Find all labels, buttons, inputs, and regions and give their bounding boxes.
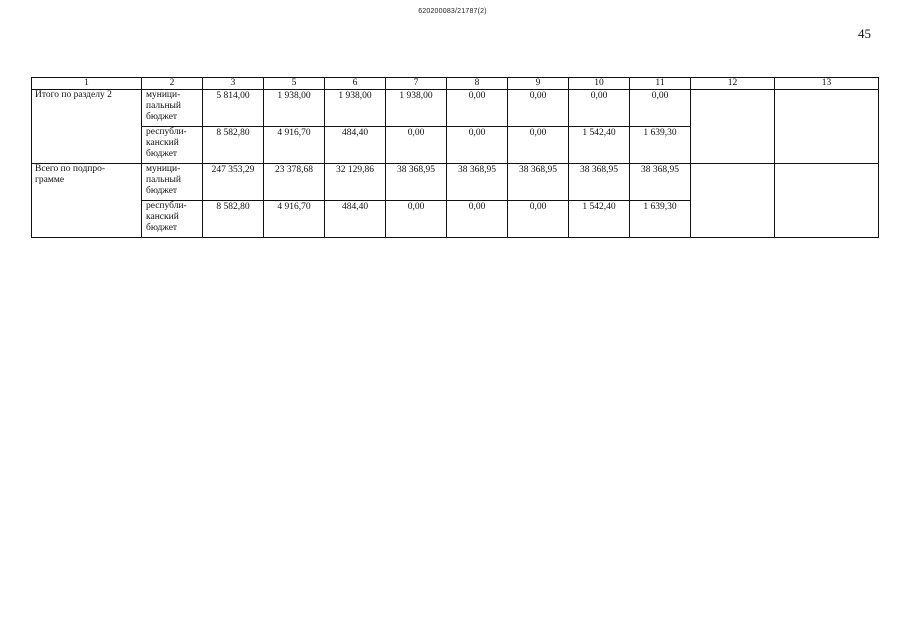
value-cell: 0,00 — [508, 90, 569, 127]
group-label: Всего по подпро- грамме — [32, 164, 142, 238]
value-cell: 32 129,86 — [325, 164, 386, 201]
value-cell: 1 938,00 — [325, 90, 386, 127]
group-label: Итого по разделу 2 — [32, 90, 142, 164]
document-id: 620200083/21787(2) — [418, 8, 487, 15]
value-cell: 0,00 — [569, 90, 630, 127]
table-row — [32, 164, 879, 201]
value-cell: 38 368,95 — [630, 164, 691, 201]
value-cell: 4 916,70 — [264, 201, 325, 238]
column-header: 7 — [386, 78, 447, 90]
column-header: 11 — [630, 78, 691, 90]
column-header: 6 — [325, 78, 386, 90]
value-cell: 38 368,95 — [569, 164, 630, 201]
funding-source: муници- пальный бюджет — [142, 90, 203, 127]
value-cell: 38 368,95 — [508, 164, 569, 201]
column-header: 5 — [264, 78, 325, 90]
value-cell: 0,00 — [508, 127, 569, 164]
funding-source: республи- канский бюджет — [142, 127, 203, 164]
value-cell: 38 368,95 — [447, 164, 508, 201]
value-cell: 0,00 — [508, 201, 569, 238]
value-cell: 1 639,30 — [630, 201, 691, 238]
value-cell: 23 378,68 — [264, 164, 325, 201]
value-cell: 1 542,40 — [569, 127, 630, 164]
value-cell: 0,00 — [447, 201, 508, 238]
funding-source: республи- канский бюджет — [142, 201, 203, 238]
value-cell: 8 582,80 — [203, 201, 264, 238]
empty-cell — [775, 164, 879, 238]
empty-cell — [691, 90, 775, 164]
value-cell: 484,40 — [325, 127, 386, 164]
empty-cell — [691, 164, 775, 238]
value-cell: 1 542,40 — [569, 201, 630, 238]
column-header: 12 — [691, 78, 775, 90]
budget-table — [31, 77, 879, 238]
column-header: 9 — [508, 78, 569, 90]
column-header: 1 — [32, 78, 142, 90]
value-cell: 0,00 — [630, 90, 691, 127]
value-cell: 1 938,00 — [264, 90, 325, 127]
value-cell: 4 916,70 — [264, 127, 325, 164]
value-cell: 247 353,29 — [203, 164, 264, 201]
value-cell: 8 582,80 — [203, 127, 264, 164]
column-header: 3 — [203, 78, 264, 90]
value-cell: 1 938,00 — [386, 90, 447, 127]
page-number: 45 — [858, 26, 871, 41]
value-cell: 484,40 — [325, 201, 386, 238]
value-cell: 0,00 — [447, 90, 508, 127]
value-cell: 5 814,00 — [203, 90, 264, 127]
funding-source: муници- пальный бюджет — [142, 164, 203, 201]
column-header: 10 — [569, 78, 630, 90]
value-cell: 0,00 — [447, 127, 508, 164]
column-header: 2 — [142, 78, 203, 90]
table-row — [32, 90, 879, 127]
header-row — [32, 78, 879, 90]
column-header: 13 — [775, 78, 879, 90]
value-cell: 0,00 — [386, 201, 447, 238]
empty-cell — [775, 90, 879, 164]
column-header: 8 — [447, 78, 508, 90]
value-cell: 38 368,95 — [386, 164, 447, 201]
value-cell: 0,00 — [386, 127, 447, 164]
value-cell: 1 639,30 — [630, 127, 691, 164]
